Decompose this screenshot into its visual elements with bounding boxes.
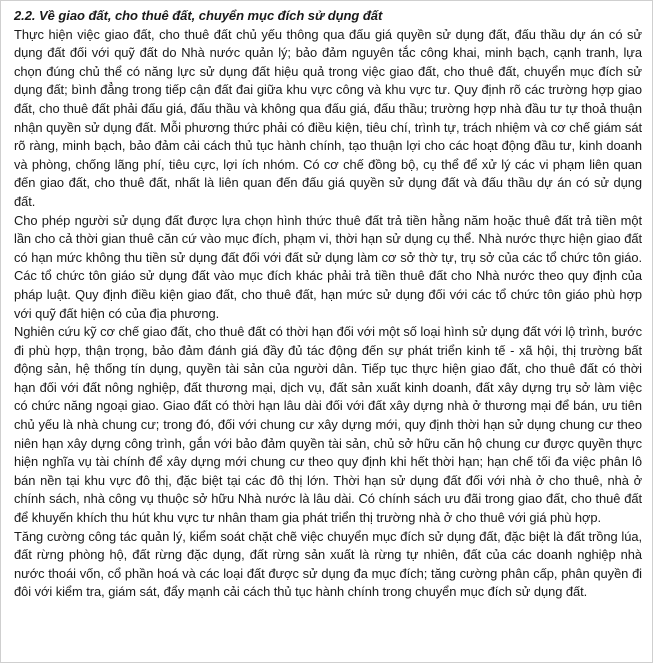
document-body: [14, 7, 642, 602]
paragraph-land-use-conversion-control: Tăng cường công tác quản lý, kiểm soát chặt chẽ việc chuyển mục đích sử dụng đất, đặc biệt là đất trồng lúa, đất rừng phòng hộ, đất rừng đặc dụng, đất rừng sản xuất là rừng tự nhiên, đất của các doanh nghiệp nhà nước thoái vốn, cổ phần hoá và các loại đất được sử dụng đa mục đích; tăng cường phân cấp, phân quyền đi đôi với kiểm tra, giám sát, đẩy mạnh cải cách thủ tục hành chính trong chuyển mục đích sử dụng đất.: [14, 528, 642, 600]
paragraph-land-allocation-auction: Thực hiện việc giao đất, cho thuê đất chủ yếu thông qua đấu giá quyền sử dụng đất, đấu thầu dự án có sử dụng đất đối với quỹ đất do Nhà nước quản lý; bảo đảm nguyên tắc công khai, minh bạch, cạnh tranh, lựa chọn đúng chủ thể có năng lực sử dụng đất hiệu quả trong việc giao đất, cho thuê đất, chuyển mục đích sử dụng đất; bình đẳng trong tiếp cận đất đai giữa khu vực công và khu vực tư. Quy định rõ các trường hợp giao đất, cho thuê đất phải đấu giá, đấu thầu và không qua đấu giá, đấu thầu; trường hợp nhà đầu tư tự thoả thuận nhận quyền sử dụng đất. Mỗi phương thức phải có điều kiện, tiêu chí, trình tự, trách nhiệm và cơ chế giám sát rõ ràng, minh bạch, bảo đảm cải cách thủ tục hành chính, tạo thuận lợi cho các hoạt động đầu tư, kinh doanh và phòng, chống lãng phí, tiêu cực, lợi ích nhóm. Có cơ chế đồng bộ, cụ thể để xử lý các vi phạm liên quan đến giao đất, cho thuê đất, nhất là liên quan đến đấu giá quyền sử dụng đất và đấu thầu dự án có sử dụng đất.: [14, 26, 642, 209]
paragraph-land-lease-options: Cho phép người sử dụng đất được lựa chọn hình thức thuê đất trả tiền hằng năm hoặc thuê đất trả tiền một lần cho cả thời gian thuê căn cứ vào mục đích, phạm vi, thời hạn sử dụng cụ thể. Nhà nước thực hiện giao đất có hạn mức không thu tiền sử dụng đất đối với đất sử dụng làm cơ sở thờ tự, trụ sở của các tổ chức tôn giáo. Các tổ chức tôn giáo sử dụng đất vào mục đích khác phải trả tiền thuê đất cho Nhà nước theo quy định của pháp luật. Quy định điều kiện giao đất, cho thuê đất, hạn mức sử dụng đối với các tổ chức tôn giáo phù hợp với quỹ đất hiện có của địa phương.: [14, 212, 642, 321]
paragraph-fixed-term-allocation: Nghiên cứu kỹ cơ chế giao đất, cho thuê đất có thời hạn đối với một số loại hình sử dụng đất với lộ trình, bước đi phù hợp, thận trọng, bảo đảm đánh giá đầy đủ tác động đến sự phát triển kinh tế - xã hội, thị trường bất động sản, hệ thống tín dụng, quyền tài sản của người dân. Tiếp tục thực hiện giao đất, cho thuê đất có thời hạn đối với đất nông nghiệp, đất thương mại, dịch vụ, đất sản xuất kinh doanh, đất xây dựng trụ sở làm việc có chức năng ngoại giao. Giao đất có thời hạn lâu dài đối với đất xây dựng nhà ở thương mại để bán, ưu tiên chủ yếu là nhà chung cư; trong đó, đối với chung cư xây dựng mới, quy định thời hạn sử dụng chung cư theo niên hạn xây dựng công trình, gắn với bảo đảm quyền tài sản, chủ sở hữu căn hộ chung cư được quyền thực hiện nghĩa vụ tài chính để xây dựng mới chung cư theo quy định khi hết thời hạn; hạn chế tối đa việc phân lô bán nền tại khu vực đô thị, đặc biệt tại các đô thị lớn. Thời hạn sử dụng đất đối với nhà ở cho thuê, nhà ở chính sách, nhà công vụ thuộc sở hữu Nhà nước là lâu dài. Có chính sách ưu đãi trong giao đất, cho thuê đất để khuyến khích thu hút khu vực tư nhân tham gia phát triển thị trường nhà ở cho thuê với giá phù hợp.: [14, 324, 642, 526]
section-heading: 2.2. Về giao đất, cho thuê đất, chuyển mục đích sử dụng đất: [14, 8, 383, 23]
